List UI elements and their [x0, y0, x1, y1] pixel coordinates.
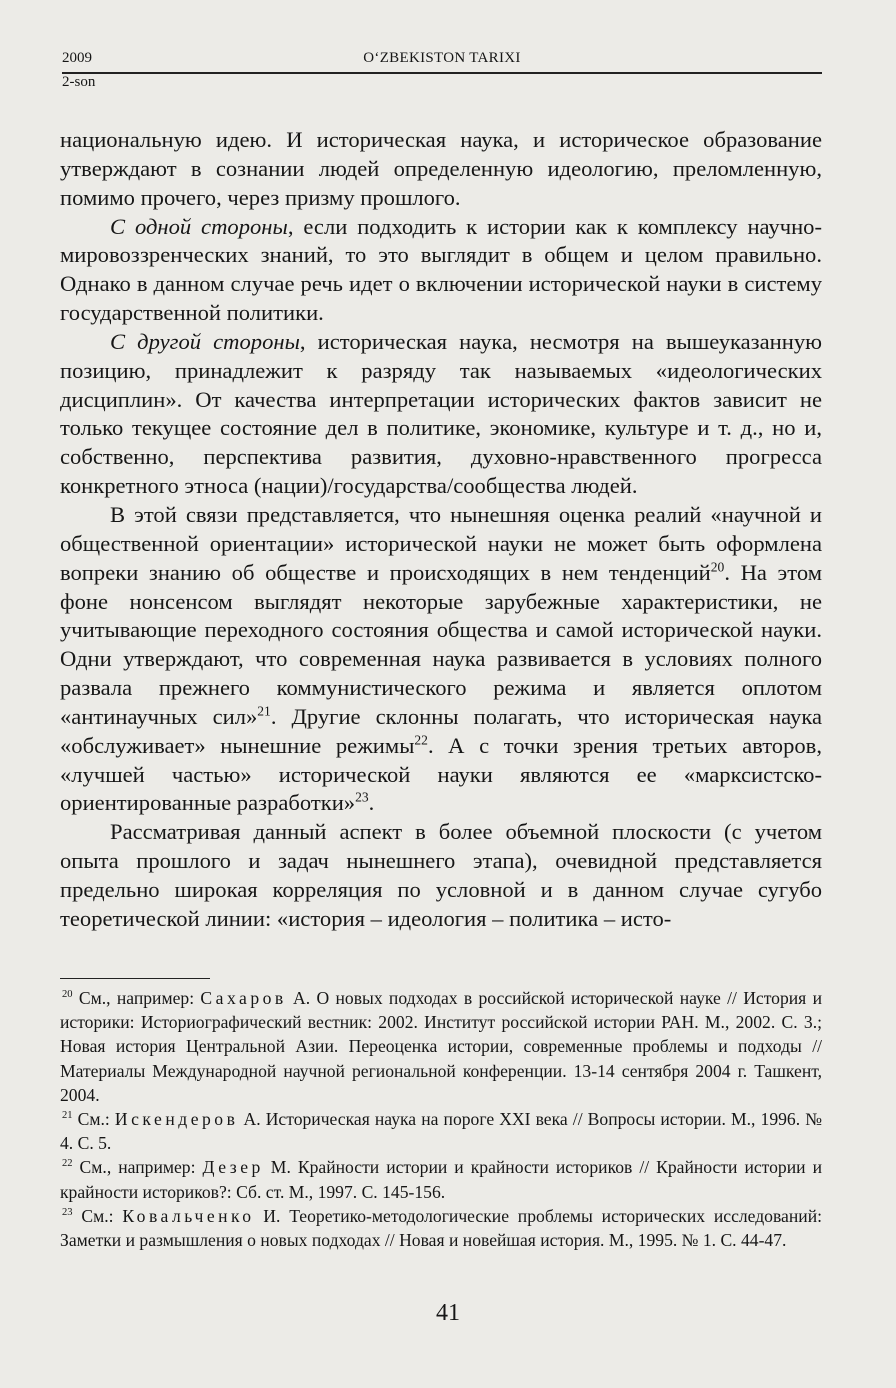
journal-title: O‘ZBEKISTON TARIXI	[363, 50, 521, 66]
paragraph-4: В этой связи представляется, что нынешняя оценка реалий «научной и общественной ориентации» исторической науки не может быть оформлена вопреки знанию об обществе и происходящих в нем тенденций$^{20}$. На этом фоне нонсенсом выглядят некоторые зарубежные характеристики, не учитывающие переходного состояния общества и самой исторической науки. Одни утверждают, что современная наука развивается в условиях полного развала прежнего коммунистического режима и является оплотом «антинаучных сил»$^{21}$. Другие склонны полагать, что историческая наука «обслуживает» нынешние режимы$^{22}$. А с точки зрения третьих авторов, «лучшей частью» исторической науки являются ее «марксистско-ориентированные разработки»$^{23}$.	[60, 501, 823, 816]
author-name: Ковальченко	[122, 1205, 255, 1226]
footnote-number: 23	[62, 1206, 73, 1218]
footnote-ref-20[interactable]: 20	[710, 559, 725, 575]
running-header	[62, 50, 822, 94]
paragraph-3: С другой стороны, историческая наука, несмотря на вышеуказанную позицию, принадлежит к разряду так называемых «идеологических дисциплин». От качества интерпретации исторических фактов зависит не только текущее состояние дел в политике, экономике, культуре и т. д., но и, собственно, перспектива развития, духовно-нравственного прогресса конкретного этноса (нации)/государства/сообщества людей.	[60, 328, 822, 499]
main-text	[60, 126, 822, 934]
footnote-21: $^{21}$ См.: Искендеров А. Историческая наука на пороге XXI века // Вопросы истории. М., 1996. № 4. С. 5.	[60, 1109, 823, 1154]
author-name: Искендеров	[114, 1109, 239, 1130]
header-issue: 2-son	[62, 74, 96, 90]
paragraph-1: национальную идею. И историческая наука, и историческое образование утверждают в сознании людей определенную идеологию, преломленную, помимо прочего, через призму прошлого.	[60, 127, 822, 210]
footnote-number: 20	[62, 989, 73, 1001]
footnote-22: $^{22}$ См., например: Дезер М. Крайности истории и крайности историков // Крайности истории и крайности историков?: Сб. ст. М., 1997. С. 145-156.	[60, 1157, 822, 1202]
footnote-separator	[60, 978, 210, 979]
footnote-number: 21	[62, 1110, 73, 1122]
author-name: Дезер	[202, 1157, 264, 1178]
footnotes	[60, 986, 822, 1252]
footnote-ref-21[interactable]: 21	[257, 703, 271, 719]
paragraph-2: С одной стороны, если подходить к истории как к комплексу научно-мировоззренческих знаний, то это выглядит в общем и целом правильно. Однако в данном случае речь идет о включении исторической науки в систему государственной политики.	[60, 213, 822, 326]
emphasis-one-side: С одной стороны	[110, 213, 288, 239]
footnote-ref-23[interactable]: 23	[355, 789, 369, 805]
emphasis-other-side: С другой стороны	[110, 328, 300, 354]
footnote-number: 22	[62, 1158, 73, 1170]
header-year: 2009	[62, 50, 92, 66]
footnote-23: $^{23}$ См.: Ковальченко И. Теоретико-методологические проблемы исторических исследований: Заметки и размышления о новых подходах // Новая и новейшая история. М., 1995. № 1. С. 44-47.	[60, 1205, 822, 1251]
paragraph-5: Рассматривая данный аспект в более объемной плоскости (с учетом опыта прошлого и задач нынешнего этапа), очевидной представляется предельно широкая корреляция по условной и в данном случае сугубо теоретической линии: «история – идеология – политика – исто-	[60, 819, 822, 931]
page-number: 41	[436, 1300, 460, 1326]
footnote-ref-22[interactable]: 22	[414, 732, 428, 748]
footnote-20: $^{20}$ См., например: Сахаров А. О новых подходах в российской исторической науке // История и историки: Историографический вестник: 2002. Институт российской истории РАН. М., 2002. С. 3.; Новая история Центральной Азии. Переоценка истории, современные проблемы и подходы // Материалы Международной научной региональной конференции. 13-14 сентября 2004 г. Ташкент, 2004.	[60, 988, 822, 1105]
header-rule	[62, 72, 822, 74]
author-name: Сахаров	[200, 988, 287, 1008]
